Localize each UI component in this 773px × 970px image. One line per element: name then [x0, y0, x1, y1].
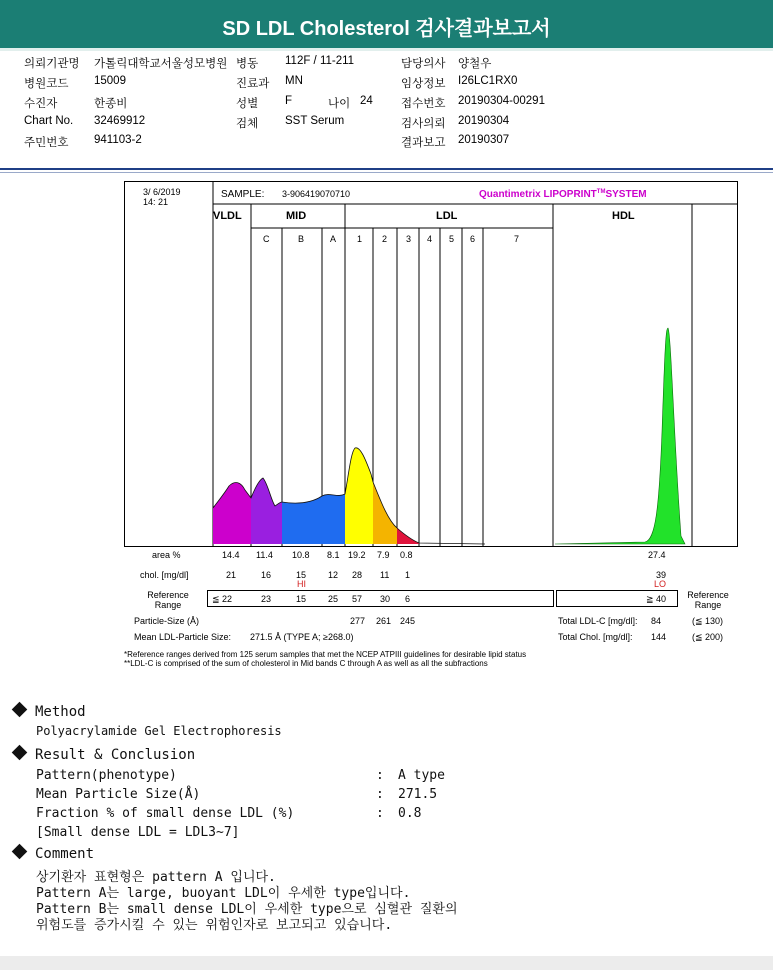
- band-label-5: 5: [449, 234, 455, 244]
- value: 한종비: [94, 98, 128, 110]
- band-dividers: [251, 204, 692, 546]
- colon: :: [376, 787, 384, 802]
- footer-bar: [0, 956, 773, 970]
- region-mid: MID: [286, 210, 307, 222]
- total-chol-value: 144: [651, 632, 667, 642]
- mean-size-value: 271.5 Å (TYPE A; ≥268.0): [250, 632, 354, 642]
- result-value: 0.8: [398, 806, 422, 821]
- value: 15009: [94, 75, 126, 87]
- ref-value: 15: [296, 594, 307, 604]
- report-date: 3/ 6/2019: [143, 187, 181, 197]
- ref-value: ≦ 22: [212, 594, 233, 604]
- region-ldl: LDL: [436, 210, 458, 222]
- page-title: SD LDL Cholesterol 검사결과보고서: [222, 18, 551, 40]
- label: 의뢰기관명: [24, 58, 80, 70]
- band-labels: [263, 234, 519, 244]
- region-hdl: HDL: [612, 210, 635, 222]
- densitometry-plot: [125, 182, 737, 546]
- label: 결과보고: [401, 137, 446, 149]
- value: 20190304-00291: [458, 95, 545, 107]
- sample-id: 3-906419070710: [282, 189, 351, 199]
- mean-size-label: Mean LDL-Particle Size:: [134, 632, 232, 642]
- comment-heading: Comment: [14, 846, 94, 862]
- ref-label-right: Reference Range: [687, 590, 729, 610]
- result-heading: Result & Conclusion: [14, 747, 195, 763]
- label: 성별: [236, 98, 259, 110]
- peak-mid-a: [322, 494, 345, 544]
- comment-line: Pattern A는 large, buoyant LDL이 우세한 type입니다.: [36, 886, 411, 901]
- peak-vldl: [213, 483, 251, 544]
- ref-value: 6: [405, 594, 411, 604]
- label: 진료과: [236, 78, 270, 90]
- method-text: Polyacrylamide Gel Electrophoresis: [36, 724, 282, 738]
- ref-value: 30: [380, 594, 391, 604]
- value: MN: [285, 75, 303, 87]
- hi-flag: HI: [297, 579, 306, 589]
- label: 검체: [236, 118, 259, 130]
- area-value: 10.8: [292, 550, 310, 560]
- value: 가톨릭대학교서울성모병원: [94, 58, 228, 70]
- chol-value: 28: [352, 570, 363, 580]
- comment-line: 위험도를 증가시킬 수 있는 위험인자로 보고되고 있습니다.: [36, 918, 393, 933]
- footnote: **LDL-C is comprised of the sum of cholesterol in Mid bands C through A as well as all the subfractions: [124, 659, 488, 668]
- footnotes: [124, 650, 526, 668]
- lo-flag: LO: [654, 579, 667, 589]
- ref-value: 25: [328, 594, 339, 604]
- band-label-3: 3: [406, 234, 412, 244]
- chol-value: 15: [296, 570, 307, 580]
- band-label-2: 2: [382, 234, 388, 244]
- peak-mid-b: [282, 496, 322, 544]
- total-chol-ref: (≦ 200): [692, 632, 724, 642]
- band-label-b: B: [298, 234, 305, 244]
- method-heading: Method: [14, 704, 86, 720]
- comment-line: 상기환자 표현형은 pattern A 입니다.: [36, 870, 276, 885]
- diamond-bullet-icon: [12, 844, 28, 860]
- total-chol-label: Total Chol. [mg/dl]:: [558, 632, 633, 642]
- label: 병동: [236, 58, 259, 70]
- ref-label: Reference Range: [147, 590, 189, 610]
- area-value: 11.4: [256, 550, 273, 560]
- label: 검사의뢰: [401, 118, 446, 130]
- band-label-c: C: [263, 234, 270, 244]
- area-label: area %: [152, 550, 181, 560]
- result-value: A type: [398, 768, 445, 783]
- peak-ldl-1: [345, 448, 373, 544]
- band-label-a: A: [330, 234, 337, 244]
- label: 병원코드: [24, 78, 69, 90]
- value: 20190307: [458, 134, 510, 146]
- result-note: [Small dense LDL = LDL3~7]: [36, 825, 240, 840]
- chol-value: 11: [380, 570, 390, 580]
- lipoprint-chart: [124, 181, 738, 547]
- chol-value: 12: [328, 570, 339, 580]
- colon: :: [376, 806, 384, 821]
- label: 수진자: [24, 98, 58, 110]
- ref-value: 23: [261, 594, 272, 604]
- area-value: 19.2: [348, 550, 366, 560]
- result-value: 271.5: [398, 787, 438, 802]
- value: 32469912: [94, 115, 146, 127]
- result-label: Fraction % of small dense LDL (%): [36, 806, 295, 821]
- chol-value-hdl: 39: [656, 570, 667, 580]
- comment-line: Pattern B는 small dense LDL이 우세한 type으로 심혈관 질환의: [36, 902, 458, 917]
- value: 941103-2: [94, 134, 142, 146]
- result-label: Mean Particle Size(Å): [36, 787, 201, 802]
- area-value: 14.4: [222, 550, 240, 560]
- band-label-7: 7: [514, 234, 520, 244]
- area-value: 8.1: [327, 550, 340, 560]
- results-table: [124, 545, 738, 647]
- label: 나이: [328, 98, 351, 110]
- value: 20190304: [458, 115, 510, 127]
- footnote: *Reference ranges derived from 125 serum samples that met the NCEP ATPIII guidelines for desirable lipid status: [124, 650, 527, 659]
- particle-size-label: Particle-Size (Å): [134, 616, 200, 626]
- particle-size-value: 277: [350, 616, 366, 626]
- sample-label: SAMPLE:: [221, 189, 265, 200]
- label: 접수번호: [401, 98, 446, 110]
- divider: [0, 172, 773, 173]
- area-value: 0.8: [400, 550, 413, 560]
- brand: Quantimetrix LIPOPRINT™SYSTEM: [479, 189, 647, 200]
- label: 임상정보: [401, 78, 446, 90]
- particle-size-value: 261: [376, 616, 392, 626]
- total-ldl-ref: (≦ 130): [692, 616, 724, 626]
- value: F: [285, 95, 293, 107]
- label: 주민번호: [24, 137, 69, 149]
- label: 담당의사: [401, 58, 446, 70]
- area-value: 7.9: [377, 550, 390, 560]
- report-time: 14: 21: [143, 197, 169, 207]
- colon: :: [376, 768, 384, 783]
- ref-value: 57: [352, 594, 363, 604]
- ref-value-hdl: ≧ 40: [646, 594, 667, 604]
- divider: [0, 168, 773, 170]
- band-label-4: 4: [427, 234, 433, 244]
- peak-hdl: [555, 328, 685, 544]
- chol-value: 21: [226, 570, 237, 580]
- band-label-1: 1: [357, 234, 363, 244]
- diamond-bullet-icon: [12, 702, 28, 718]
- area-value-hdl: 27.4: [648, 550, 666, 560]
- value: 24: [360, 95, 373, 107]
- total-ldl-value: 84: [651, 616, 662, 626]
- particle-size-value: 245: [400, 616, 416, 626]
- result-label: Pattern(phenotype): [36, 768, 177, 783]
- diamond-bullet-icon: [12, 745, 28, 761]
- chol-value: 16: [261, 570, 272, 580]
- label: Chart No.: [24, 115, 74, 127]
- value: SST Serum: [285, 115, 345, 127]
- chol-value: 1: [405, 570, 411, 580]
- region-vldl: VLDL: [213, 210, 242, 222]
- chol-label: chol. [mg/dl]: [140, 570, 189, 580]
- value: 양철우: [458, 58, 492, 70]
- total-ldl-label: Total LDL-C [mg/dl]:: [558, 616, 638, 626]
- value: 112F / 11-211: [285, 55, 355, 67]
- band-label-6: 6: [470, 234, 476, 244]
- title-bar: [0, 0, 773, 51]
- value: I26LC1RX0: [458, 75, 518, 87]
